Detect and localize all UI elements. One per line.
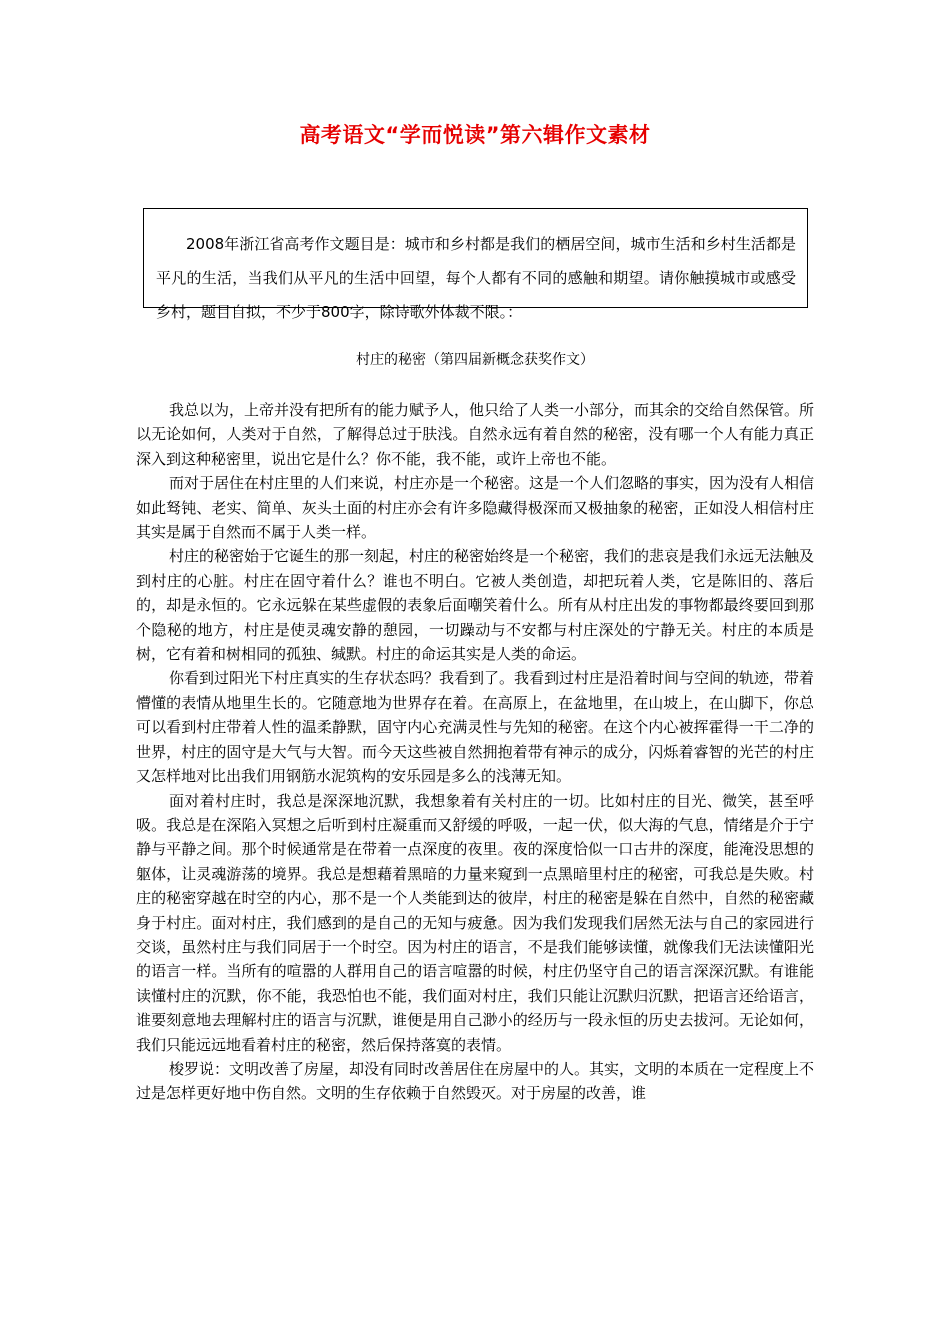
essay-paragraph: 村庄的秘密始于它诞生的那一刻起，村庄的秘密始终是一个秘密，我们的悲哀是我们永远无法触及到村庄的心脏。村庄在固守着什么？谁也不明白。它被人类创造，却把玩着人类，它是陈旧的、落后的，却是永恒的。它永远躲在某些虚假的表象后面嘲笑着什么。所有从村庄出发的事物都最终要回到那个隐秘的地方，村庄是使灵魂安静的憩园，一切躁动与不安都与村庄深处的宁静无关。村庄的本质是树，它有着和树相同的孤独、缄默。村庄的命运其实是人类的命运。	[136, 547, 815, 664]
prompt-box	[143, 208, 808, 321]
essay-paragraph: 面对着村庄时，我总是深深地沉默，我想象着有关村庄的一切。比如村庄的目光、微笑，甚至呼吸。我总是在深陷入冥想之后听到村庄凝重而又舒缓的呼吸，一起一伏，似大海的气息，情绪是介于宁静与平静之间。那个时候通常是在带着一点深度的夜里。夜的深度恰似一口古井的深度，能淹没思想的躯体，让灵魂游荡的境界。我总是想藉着黑暗的力量来窥到一点黑暗里村庄的秘密，可我总是失败。村庄的秘密穿越在时空的内心，那不是一个人类能到达的彼岸，村庄的秘密是躲在自然中，自然的秘密藏身于村庄。面对村庄，我们感到的是自己的无知与疲惫。因为我们发现我们居然无法与自己的家园进行交谈，虽然村庄与我们同居于一个时空。因为村庄的语言，不是我们能够读懂，就像我们无法读懂阳光的语言一样。当所有的喧嚣的人群用自己的语言喧嚣的时候，村庄仍坚守自己的语言深深沉默。有谁能读懂村庄的沉默，你不能，我恐怕也不能，我们面对村庄，我们只能让沉默归沉默，把语言还给语言，谁要刻意地去理解村庄的语言与沉默，谁便是用自己渺小的经历与一段永恒的历史去拔河。无论如何，我们只能远远地看着村庄的秘密，然后保持落寞的表情。	[136, 791, 814, 1054]
document-title: 高考语文“学而悦读”第六辑作文素材	[299, 123, 651, 147]
prompt-text: 2008年浙江省高考作文题目是：城市和乡村都是我们的栖居空间，城市生活和乡村生活都是平凡的生活，当我们从平凡的生活中回望，每个人都有不同的感触和期望。请你触摸城市或感受乡村，题目自拟，不少于800字，除诗歌外体裁不限。：	[156, 235, 796, 321]
essay-paragraph: 你看到过阳光下村庄真实的生存状态吗？我看到了。我看到过村庄是沿着时间与空间的轨迹，带着懵懂的表情从地里生长的。它随意地为世界存在着。在高原上，在盆地里，在山坡上，在山脚下，你总可以看到村庄带着人性的温柔静默，固守内心充满灵性与先知的秘密。在这个内心被挥霍得一干二净的世界，村庄的固守是大气与大智。而今天这些被自然拥抱着带有神示的成分，闪烁着睿智的光芒的村庄又怎样地对比出我们用钢筋水泥筑构的安乐园是多么的浅薄无知。	[136, 669, 815, 786]
essay-heading: 村庄的秘密（第四届新概念获奖作文）	[356, 352, 594, 368]
essay-paragraph: 而对于居住在村庄里的人们来说，村庄亦是一个秘密。这是一个人们忽略的事实，因为没有人相信如此驽钝、老实、简单、灰头土面的村庄亦会有许多隐藏得极深而又极抽象的秘密，正如没人相信村庄其实是属于自然而不属于人类一样。	[136, 474, 815, 542]
essay-paragraph: 梭罗说：文明改善了房屋，却没有同时改善居住在房屋中的人。其实，文明的本质在一定程度上不过是怎样更好地中伤自然。文明的生存依赖于自然毁灭。对于房屋的改善，谁	[136, 1059, 815, 1103]
essay-body	[136, 398, 814, 1106]
essay-paragraph: 我总以为，上帝并没有把所有的能力赋予人，他只给了人类一小部分，而其余的交给自然保管。所以无论如何，人类对于自然，了解得总过于肤浅。自然永远有着自然的秘密，没有哪一个人有能力真正深入到这种秘密里，说出它是什么？你不能，我不能，或许上帝也不能。	[136, 401, 815, 468]
